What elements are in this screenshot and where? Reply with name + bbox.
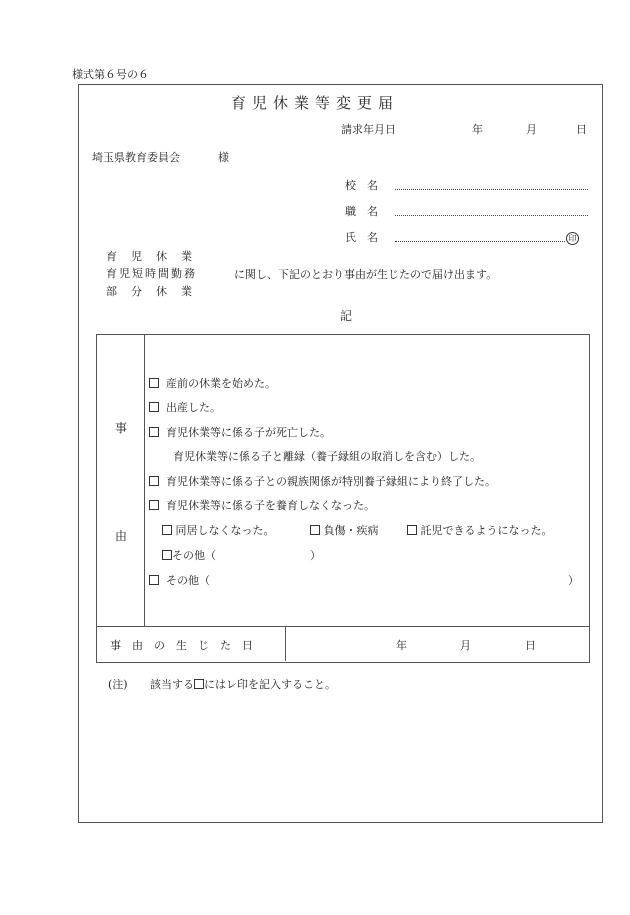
reason-text: 育児休業等に係る子との親族関係が特別養子縁組により終了した。 bbox=[166, 475, 496, 488]
sub-option-other-close: ） bbox=[310, 549, 321, 562]
form-title: 育児休業等変更届 bbox=[230, 94, 399, 112]
reason-option-5 bbox=[149, 497, 375, 513]
note-label: (注) bbox=[108, 678, 128, 691]
request-day-label: 日 bbox=[576, 123, 587, 136]
notify-text: に関し、下記のとおり事由が生じたので届け出ます。 bbox=[234, 268, 498, 281]
note-text-before: 該当する bbox=[150, 678, 194, 691]
school-name-line[interactable] bbox=[395, 189, 588, 190]
leave-type-partial: 部分休業 bbox=[106, 285, 206, 298]
seal-mark: 印 bbox=[566, 232, 579, 245]
reason-text: 育児休業等に係る子が死亡した。 bbox=[166, 426, 331, 439]
sub-text: 託児できるようになった。 bbox=[420, 524, 553, 537]
form-id: 様式第６号の６ bbox=[72, 68, 149, 81]
checkbox[interactable] bbox=[149, 575, 159, 585]
reason-label-ji: 事 bbox=[115, 421, 128, 435]
sub-option-other bbox=[162, 547, 216, 563]
reason-label-yu: 由 bbox=[115, 529, 128, 543]
reason-option-3 bbox=[149, 424, 331, 440]
sub-text: その他（ bbox=[172, 549, 216, 562]
checkbox[interactable] bbox=[310, 525, 320, 535]
reason-option-1 bbox=[149, 375, 276, 391]
reason-option-4 bbox=[149, 473, 496, 489]
reason-option-2 bbox=[149, 399, 221, 415]
sub-text: 負傷・疾病 bbox=[323, 524, 379, 537]
sub-option-cohabit bbox=[162, 522, 275, 538]
reason-option-6-close: ） bbox=[568, 574, 579, 587]
leave-type-childcare: 育児休業 bbox=[106, 250, 206, 263]
honorific: 様 bbox=[218, 151, 229, 164]
reason-column-divider bbox=[144, 334, 145, 626]
position-label: 職 名 bbox=[345, 205, 378, 218]
ki-heading: 記 bbox=[340, 309, 353, 323]
name-label: 氏 名 bbox=[345, 231, 378, 244]
sub-option-childcare-available bbox=[407, 522, 553, 538]
checkbox[interactable] bbox=[149, 378, 159, 388]
leave-type-short-hours: 育児短時間勤務 bbox=[106, 267, 197, 280]
reason-option-6 bbox=[149, 572, 210, 588]
addressee: 埼玉県教育委員会 bbox=[92, 151, 180, 164]
occurrence-month-label: 月 bbox=[460, 639, 471, 652]
name-line[interactable] bbox=[395, 241, 565, 242]
reason-option-3b-text: 育児休業等に係る子と離縁（養子縁組の取消しを含む）した。 bbox=[173, 450, 481, 463]
checkbox[interactable] bbox=[149, 500, 159, 510]
checkbox[interactable] bbox=[149, 476, 159, 486]
occurrence-date-label: 事由の生じた日 bbox=[110, 639, 264, 652]
request-date-label: 請求年月日 bbox=[341, 123, 396, 136]
reason-text: 出産した。 bbox=[166, 401, 221, 414]
sub-text: 同居しなくなった。 bbox=[175, 524, 275, 537]
sub-option-injury bbox=[310, 522, 379, 538]
checkbox[interactable] bbox=[149, 402, 159, 412]
occurrence-row-divider bbox=[96, 626, 589, 627]
note-text-after: にはレ印を記入すること。 bbox=[204, 678, 336, 691]
checkbox[interactable] bbox=[149, 427, 159, 437]
occurrence-year-label: 年 bbox=[396, 639, 407, 652]
reason-text: 育児休業等に係る子を養育しなくなった。 bbox=[166, 499, 375, 512]
checkbox[interactable] bbox=[162, 550, 172, 560]
occurrence-column-divider bbox=[285, 626, 286, 661]
note-text bbox=[150, 676, 336, 692]
reason-text: 産前の休業を始めた。 bbox=[166, 377, 276, 390]
checkbox[interactable] bbox=[407, 525, 417, 535]
checkbox-sample bbox=[194, 679, 204, 689]
position-line[interactable] bbox=[395, 215, 588, 216]
request-month-label: 月 bbox=[526, 123, 537, 136]
request-year-label: 年 bbox=[472, 123, 483, 136]
school-name-label: 校 名 bbox=[345, 179, 378, 192]
checkbox[interactable] bbox=[162, 525, 172, 535]
reason-text: その他（ bbox=[166, 574, 210, 587]
occurrence-day-label: 日 bbox=[525, 639, 536, 652]
